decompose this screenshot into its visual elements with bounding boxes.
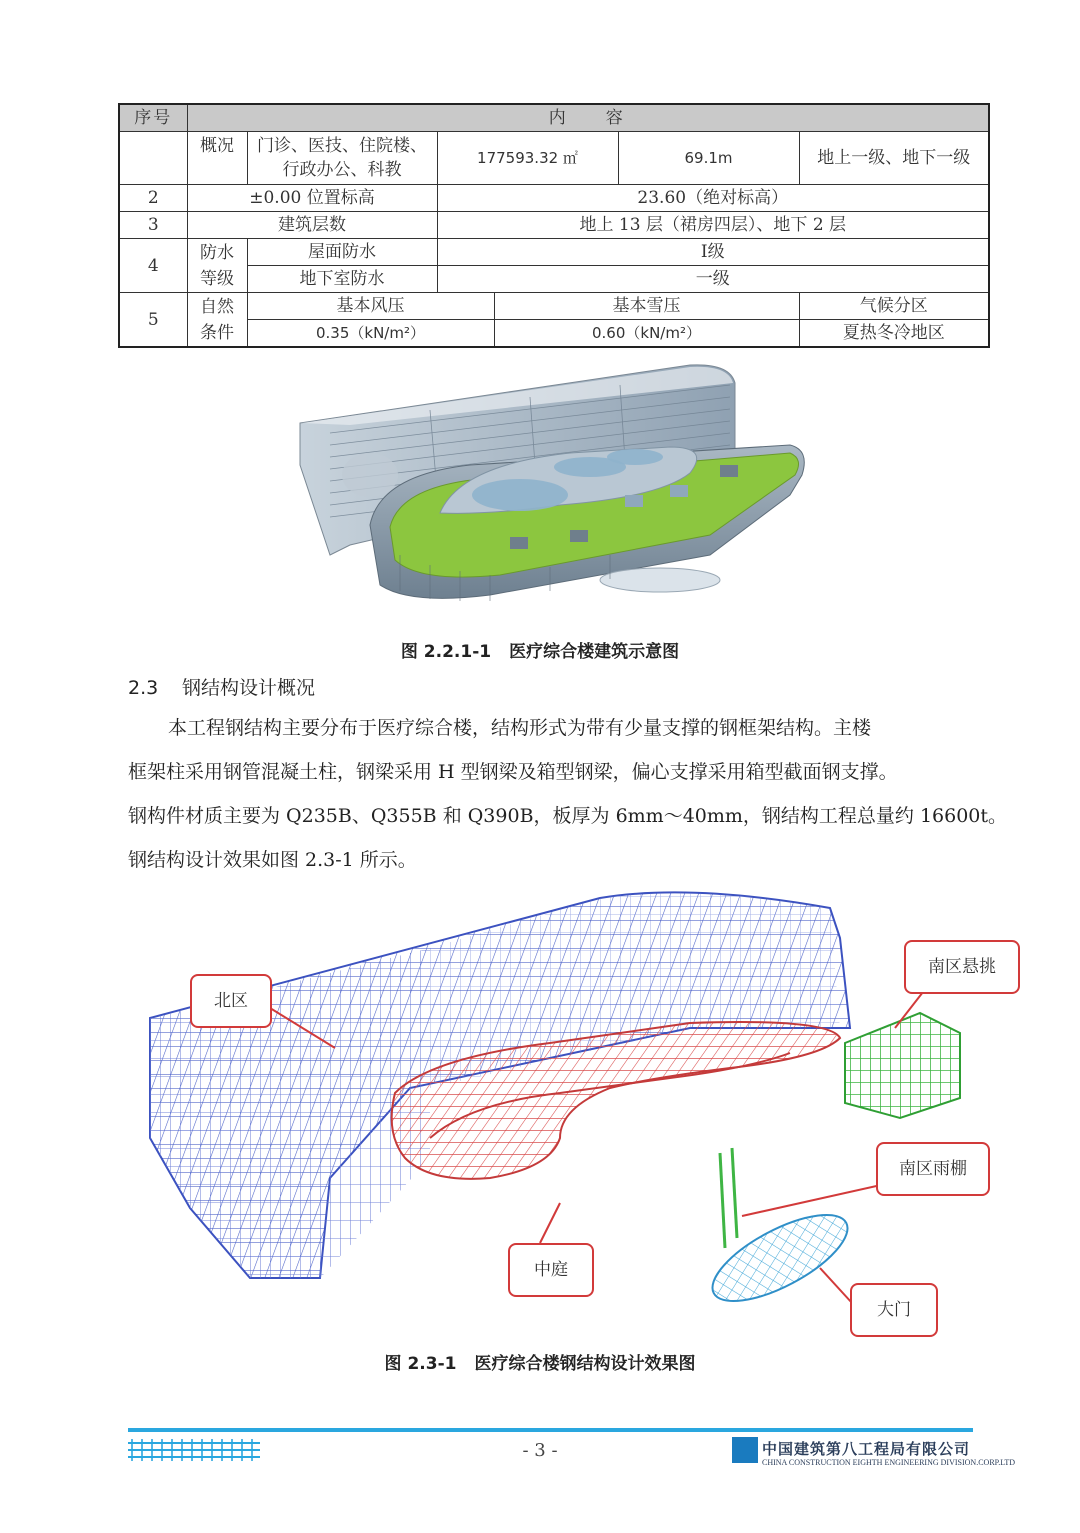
row3-value: 地上 13 层（裙房四层）、地下 2 层	[437, 212, 989, 239]
row1-label: 概况	[187, 132, 247, 185]
row4-b-value: 一级	[437, 266, 989, 293]
row4-a-value: Ⅰ级	[437, 239, 989, 266]
callout-atrium: 中庭	[508, 1243, 594, 1297]
row4-b-label: 地下室防水	[247, 266, 437, 293]
section-title: 钢结构设计概况	[182, 677, 316, 699]
figure1-caption-no: 图 2.2.1-1	[400, 642, 492, 662]
row5-v1: 0.35（kN/m²）	[247, 320, 494, 348]
footer-rule	[128, 1428, 973, 1432]
row3-label: 建筑层数	[187, 212, 437, 239]
figure1-caption	[0, 637, 1080, 662]
figure2-caption-text: 医疗综合楼钢结构设计效果图	[474, 1354, 696, 1374]
header-content: 内容	[187, 104, 989, 132]
row5-v2: 0.60（kN/m²）	[494, 320, 799, 348]
callout-gate: 大门	[850, 1283, 938, 1337]
row5-h2: 基本雪压	[494, 293, 799, 320]
row2-no: 2	[119, 185, 187, 212]
paragraph-line: 本工程钢结构主要分布于医疗综合楼，结构形式为带有少量支撑的钢框架结构。主楼	[168, 717, 872, 739]
callout-south-cantilever: 南区悬挑	[904, 940, 1020, 994]
section-heading	[128, 673, 315, 700]
figure2-caption	[0, 1349, 1080, 1374]
callout-south-canopy: 南区雨棚	[876, 1142, 990, 1196]
paragraph-line: 框架柱采用钢管混凝土柱，钢梁采用 H 型钢梁及箱型钢梁，偏心支撑采用箱型截面钢支撑。	[128, 761, 898, 783]
row2-value: 23.60（绝对标高）	[437, 185, 989, 212]
callout-north: 北区	[190, 974, 272, 1028]
south-cantilever-structure	[845, 1013, 960, 1118]
company-name-cn: 中国建筑第八工程局有限公司	[762, 1440, 971, 1458]
row4-no: 4	[119, 239, 187, 293]
row5-h3: 气候分区	[799, 293, 989, 320]
paragraph-line: 钢构件材质主要为 Q235B、Q355B 和 Q390B，板厚为 6mm～40mm，钢结构工程总量约 16600t。	[128, 805, 1008, 827]
company-logo-icon	[732, 1437, 758, 1463]
row1-grade: 地上一级、地下一级	[799, 132, 989, 185]
row4-a-label: 屋面防水	[247, 239, 437, 266]
row1-no	[119, 132, 187, 185]
row5-no: 5	[119, 293, 187, 348]
row3-no: 3	[119, 212, 187, 239]
row4-group: 防水等级	[187, 239, 247, 293]
row2-label: ±0.00 位置标高	[187, 185, 437, 212]
row1-use: 门诊、医技、住院楼、行政办公、科教	[247, 132, 437, 185]
paragraph-line: 钢结构设计效果如图 2.3-1 所示。	[128, 849, 417, 871]
header-no: 序号	[119, 104, 187, 132]
row5-group: 自然条件	[187, 293, 247, 348]
section-paragraph	[128, 706, 1008, 882]
row1-area: 177593.32 ㎡	[437, 132, 618, 185]
building-rendering-image	[290, 355, 820, 625]
row5-h1: 基本风压	[247, 293, 494, 320]
company-name-en: CHINA CONSTRUCTION EIGHTH ENGINEERING DIVISION.CORP.LTD	[762, 1458, 1016, 1467]
page-number: - 3 -	[522, 1440, 558, 1461]
building-overview-table	[118, 103, 990, 348]
figure1-caption-text: 医疗综合楼建筑示意图	[509, 642, 680, 662]
figure2-caption-no: 图 2.3-1	[384, 1354, 457, 1374]
row5-v3: 夏热冬冷地区	[799, 320, 989, 348]
section-number: 2.3	[128, 677, 159, 699]
row1-height: 69.1m	[618, 132, 799, 185]
